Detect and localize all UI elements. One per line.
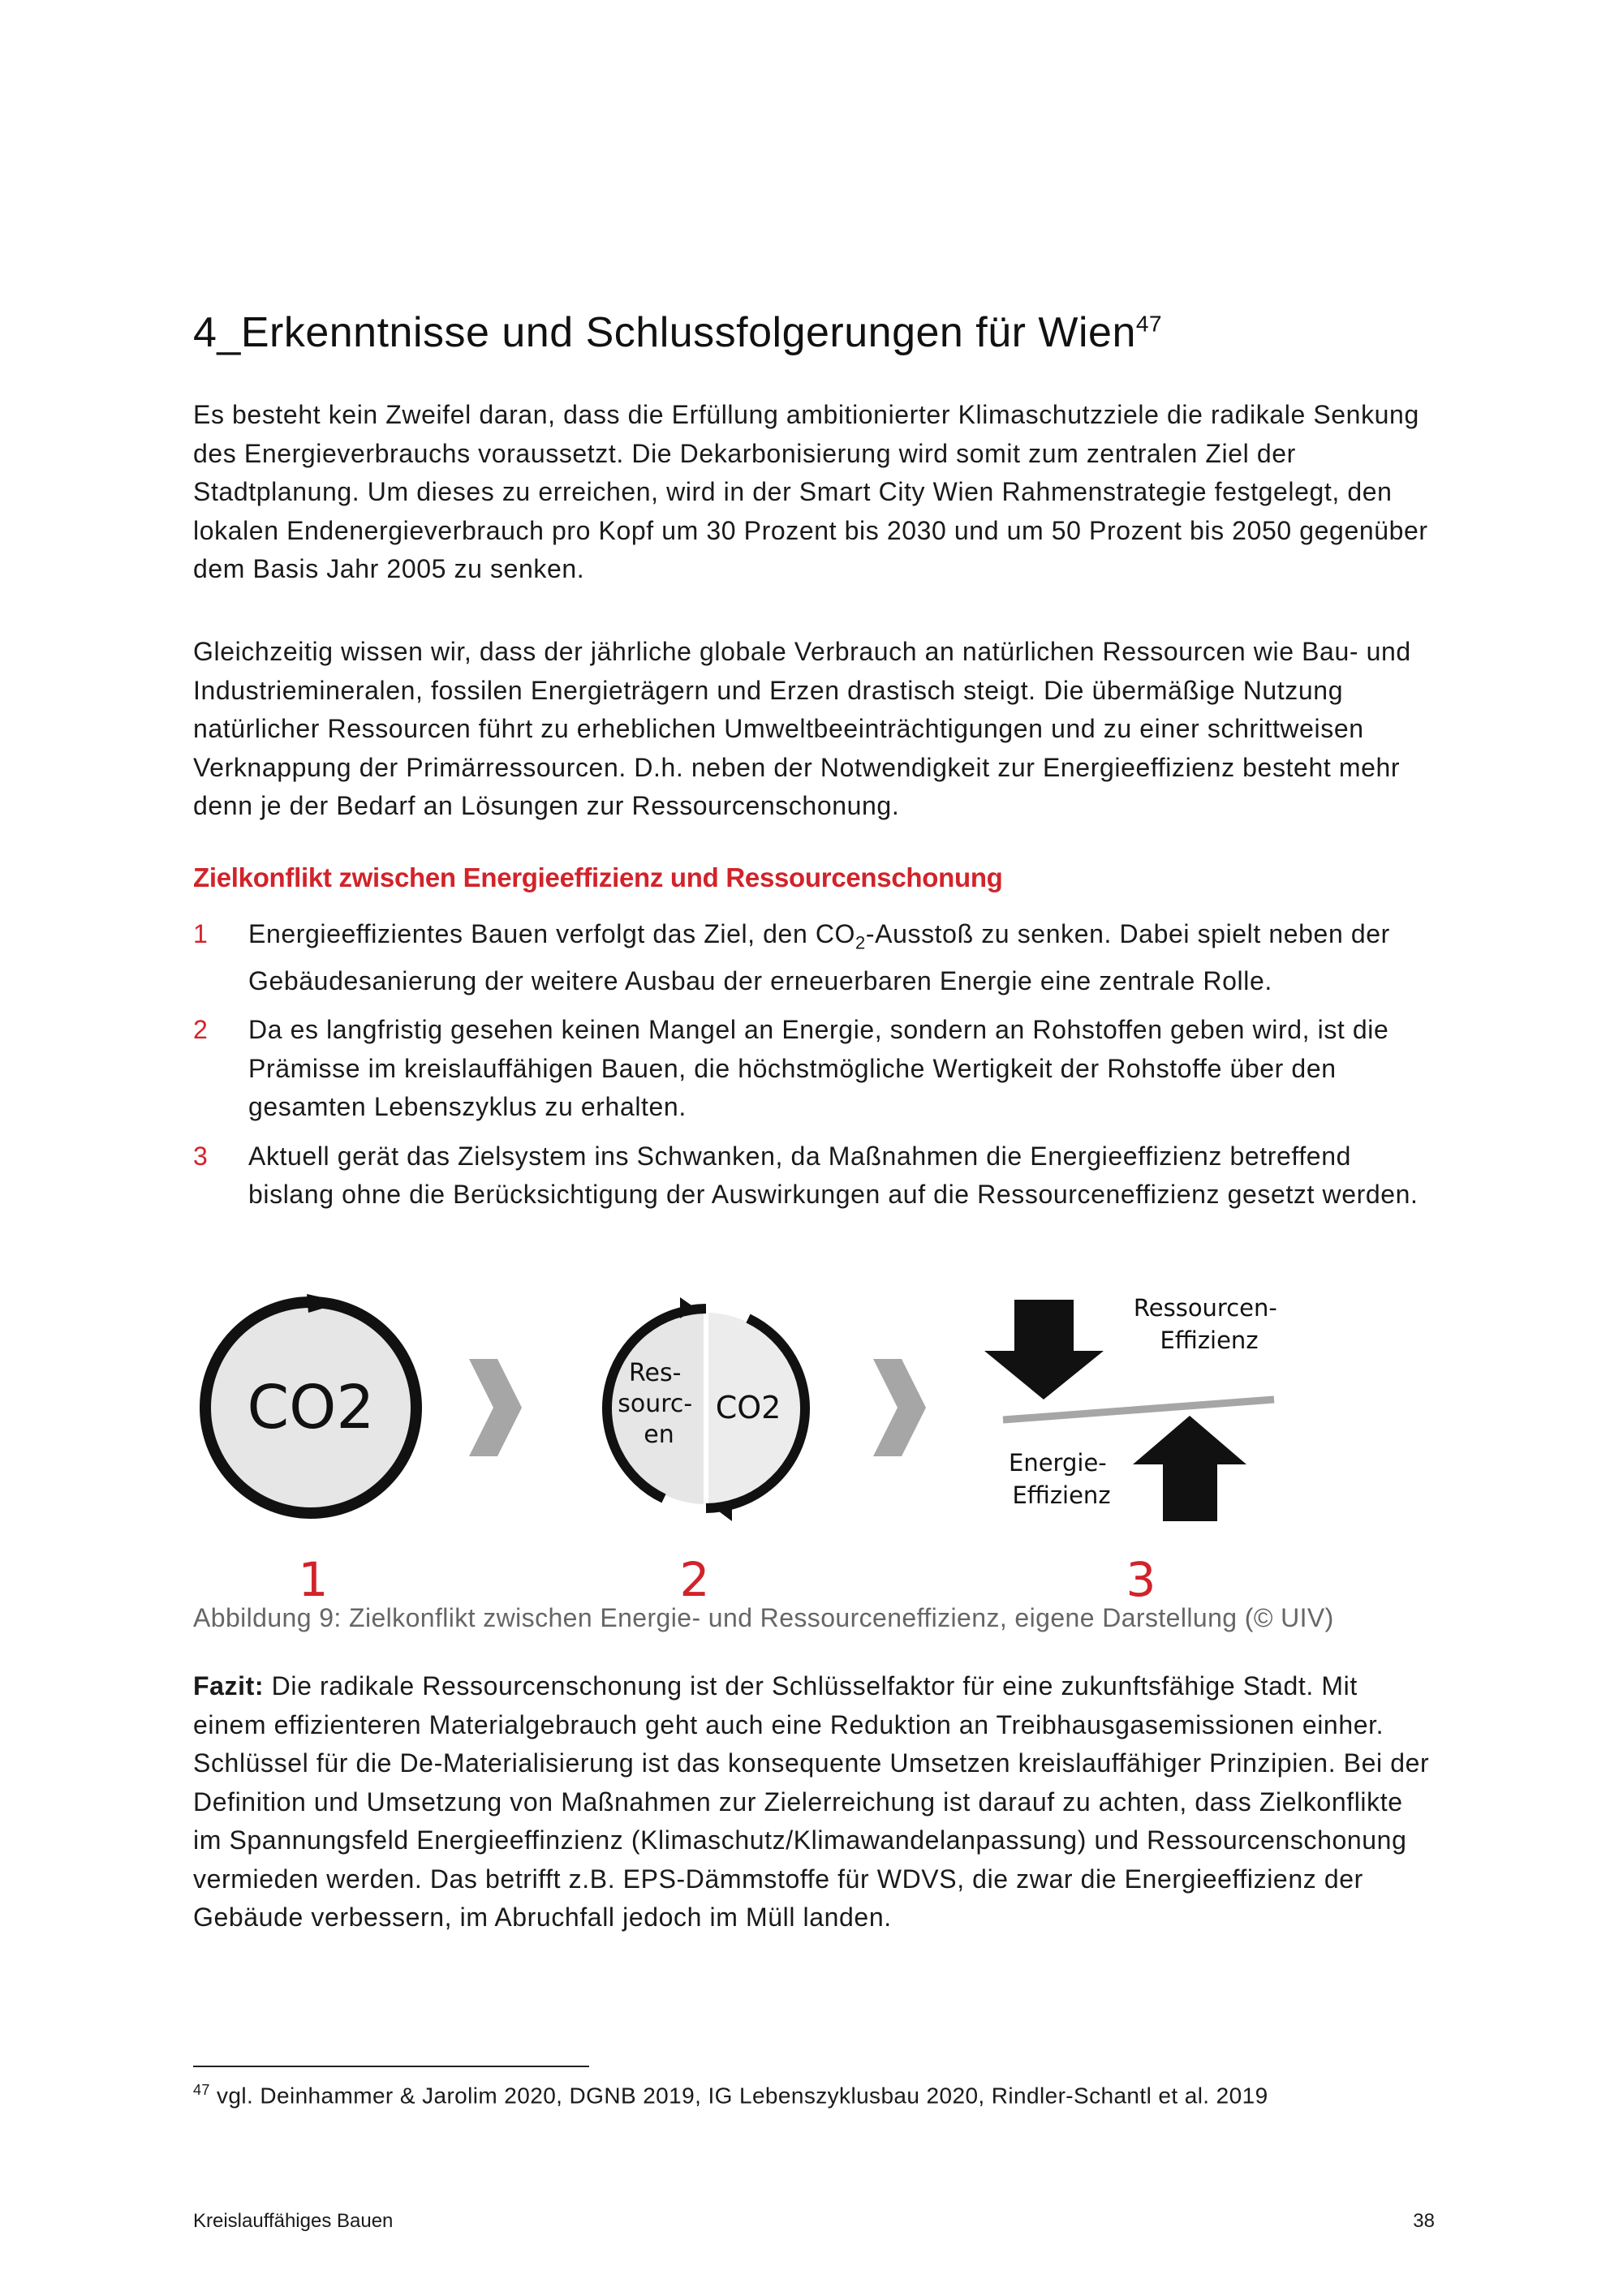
page-number: 38 (1413, 2210, 1435, 2232)
footnote: $^{47}$ vgl. Deinhammer & Jarolim 2020, DGNB 2019, IG Lebenszyklusbau 2020, Rindler-Schantl et al. 2019 (193, 2082, 1268, 2109)
footnote-ref: 47 (1135, 311, 1163, 337)
list-item (193, 1011, 1435, 1127)
figure-caption: Abbildung 9: Zielkonflikt zwischen Energie- und Ressourceneffizienz, eigene Darstellung (© UIV) (193, 1603, 1334, 1632)
subheading: Zielkonflikt zwischen Energieeffizienz und Ressourcenschonung (193, 862, 1003, 892)
resources-paragraph: Gleichzeitig wissen wir, dass der jährliche globale Verbrauch an natürlichen Ressourcen wie Bau- und Industriemineralen, fossilen Energieträgern und Erzen drastisch steigt. Die übermäßige Nutzung natürlicher Ressourcen führt zu erheblichen Umweltbeeinträchtigungen und zu einer schrittweisen Verknappung der Primärressourcen. D.h. neben der Notwendigkeit zur Energieeffizienz besteht mehr denn je der Bedarf an Lösungen zur Ressourcenschonung. (193, 637, 1411, 820)
circle2-left-label: Res- sourc- en (618, 1359, 693, 1449)
intro-paragraph: Es besteht kein Zweifel daran, dass die Erfüllung ambitionierter Klimaschutzziele die radikale Senkung des Energieverbrauchs voraussetzt. Die Dekarbonisierung wird somit zum zentralen Ziel der Stadtplanung. Um dieses zu erreichen, wird in der Smart City Wien Rahmenstrategie festgelegt, den lokalen Endenergieverbrauch pro Kopf um 30 Prozent bis 2030 und um 50 Prozent bis 2050 gegenüber dem Basis Jahr 2005 zu senken. (193, 400, 1428, 583)
list-item (193, 915, 1435, 1000)
figure-number-1: 1 (298, 1552, 329, 1607)
conflict-list (193, 915, 1435, 1225)
footnote-divider (193, 2066, 589, 2067)
chevron-arrow-icon (873, 1359, 926, 1456)
scale-icon (984, 1294, 1285, 1521)
list-text: Da es langfristig gesehen keinen Mangel an Energie, sondern an Rohstoffen geben wird, ist die Prämisse im kreislauffähigen Bauen, die höchstmögliche Wertigkeit der Rohstoffe über den gesamten Lebenszyklus zu erhalten. (248, 1015, 1389, 1122)
co2-cycle-icon (205, 1294, 416, 1513)
split-cycle-icon (607, 1297, 805, 1521)
arrow-up-icon (1133, 1416, 1246, 1521)
circle1-label: CO2 (247, 1373, 375, 1443)
list-text: Energieeffizientes Bauen verfolgt das Ziel, den $CO_2$-Ausstoß zu senken. Dabei spielt neben der Gebäudesanierung der weitere Ausbau der erneuerbaren Energie eine zentrale Rolle. (248, 919, 1390, 995)
list-text: Aktuell gerät das Zielsystem ins Schwanken, da Maßnahmen die Energieeffizienz betreffend bislang ohne die Berücksichtigung der Auswirkungen auf die Ressourceneffizienz gesetzt werden. (248, 1141, 1419, 1210)
figure-number-2: 2 (679, 1552, 710, 1607)
chevron-arrow-icon (469, 1359, 522, 1456)
figure-number-3: 3 (1126, 1552, 1156, 1607)
fazit-label: Fazit: (193, 1671, 265, 1701)
fazit-paragraph: Fazit: Die radikale Ressourcenschonung ist der Schlüsselfaktor für eine zukunftsfähige Stadt. Mit einem effizienteren Materialgebrauch geht auch eine Reduktion an Treibhausgasemissionen einher. Schlüssel für die De-Materialisierung ist das konsequente Umsetzen kreislauffähiger Prinzipien. Bei der Definition und Umsetzung von Maßnahmen zur Zielerreichung ist darauf zu achten, dass Zielkonflikte im Spannungsfeld Energieeffinzienz (Klimaschutz/Klimawandelanpassung) und Ressourcenschonung vermieden werden. Das betrifft z.B. EPS-Dämmstoffe für WDVS, die zwar die Energieeffizienz der Gebäude verbessern, im Abruchfall jedoch im Müll landen. (193, 1671, 1430, 1932)
list-number: 3 (193, 1141, 209, 1171)
resource-efficiency-label: Ressourcen- Effizienz (1133, 1294, 1277, 1354)
section-heading: 4_Erkenntnisse und Schlussfolgerungen für Wien$^{47}$ (193, 309, 1163, 356)
list-item (193, 1137, 1435, 1215)
list-number: 2 (193, 1015, 209, 1045)
list-number: 1 (193, 919, 209, 948)
arrow-down-icon (984, 1300, 1104, 1400)
footer-title: Kreislauffähiges Bauen (193, 2210, 394, 2232)
energy-efficiency-label: Energie- Effizienz (1009, 1449, 1111, 1509)
circle2-right-label: CO2 (715, 1390, 781, 1425)
conflict-figure (193, 1274, 1329, 1615)
